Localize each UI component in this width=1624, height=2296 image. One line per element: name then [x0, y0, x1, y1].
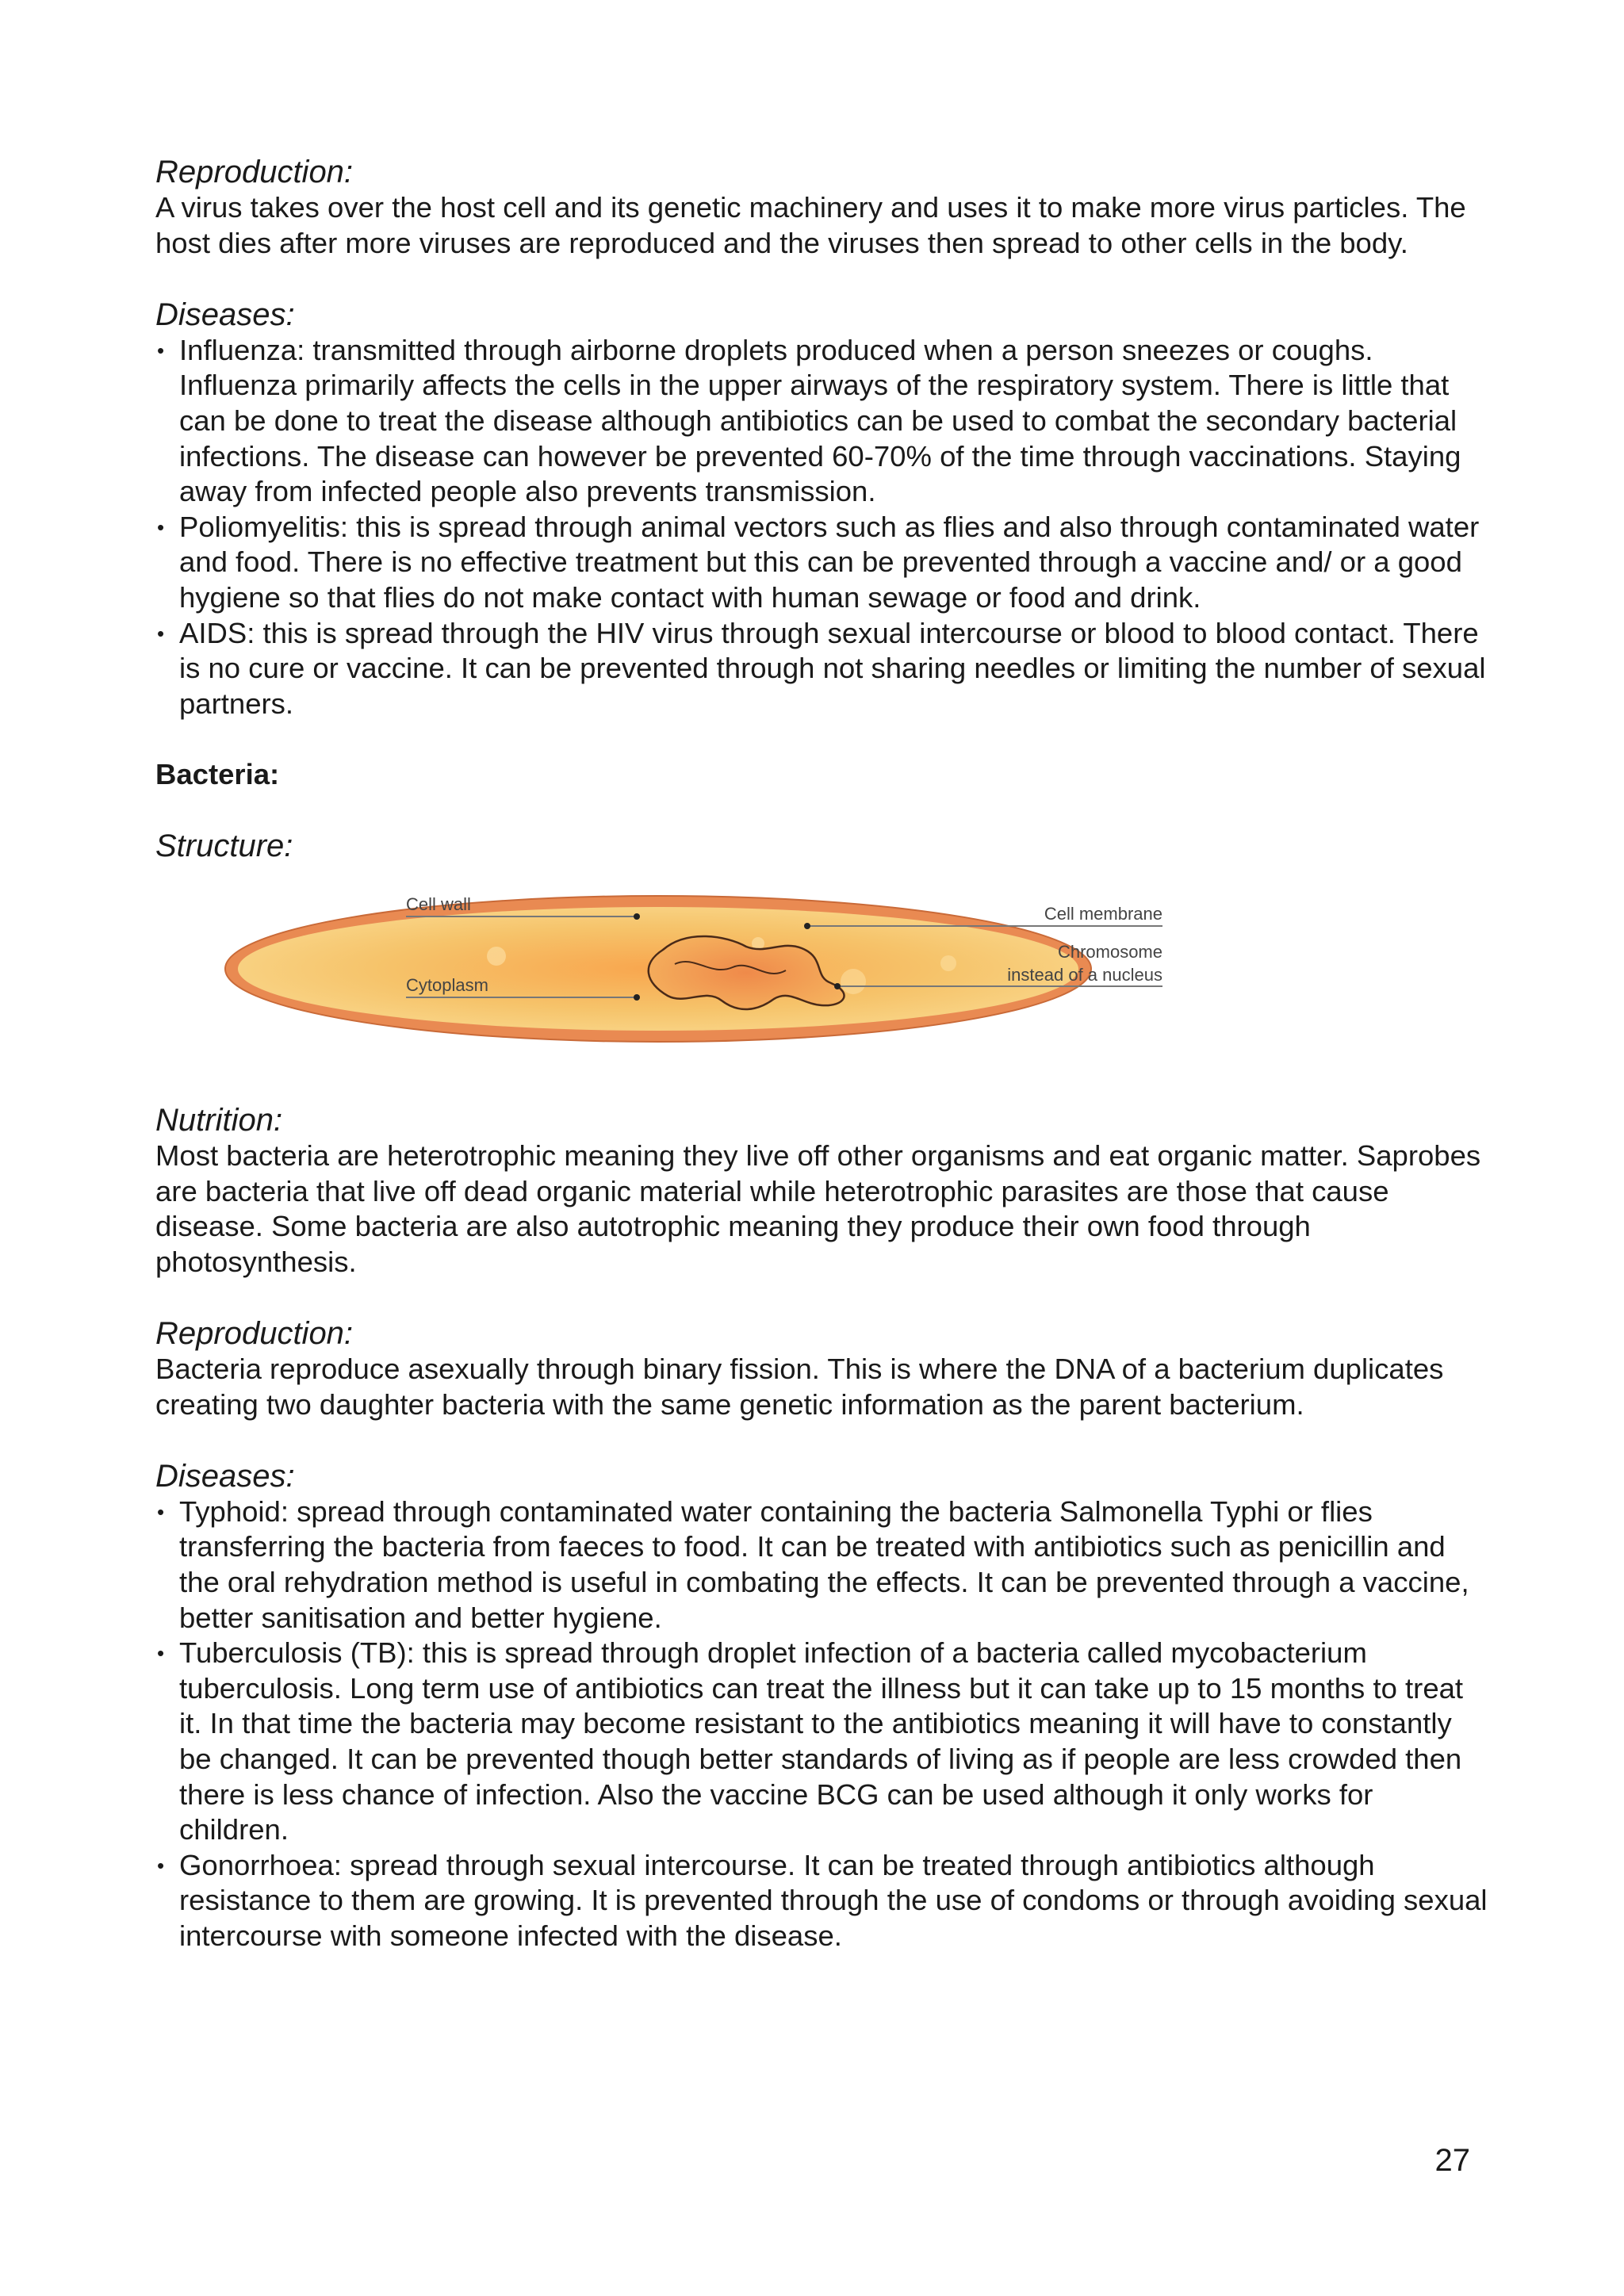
bacteria-heading: Bacteria:	[155, 757, 280, 790]
bacteria-structure-heading: Structure:	[155, 828, 293, 864]
bacterium-diagram	[155, 888, 1488, 1078]
virus-reproduction-section	[155, 154, 1488, 261]
cytoplasm-dot	[634, 994, 640, 1001]
bacteria-nutrition-section	[155, 1102, 1488, 1280]
cell-membrane-dot	[804, 923, 810, 929]
cell-wall-label: Cell wall	[406, 894, 471, 915]
virus-diseases-heading: Diseases:	[155, 297, 295, 332]
cytoplasm-highlight	[487, 947, 506, 966]
virus-reproduction-heading: Reproduction:	[155, 155, 354, 189]
bacteria-nutrition-text: Most bacteria are heterotrophic meaning they live off other organisms and eat organic matter. Saprobes are bacteria that live off dead organic material while heterotrophic parasites are those that cause disease. Some bacteria are also autotrophic meaning they produce their own food through photosynthesis.	[155, 1139, 1481, 1278]
bacteria-reproduction-section	[155, 1315, 1488, 1422]
list-item: • AIDS: this is spread through the HIV virus through sexual intercourse or blood to blood contact. There is no cure or vaccine. It can be prevented through not sharing needles or limiting the number of sexual partners.	[155, 616, 1488, 722]
bacteria-diseases-list	[155, 1494, 1488, 1954]
page-content	[155, 154, 1488, 1954]
page-number: 27	[1434, 2143, 1470, 2178]
bacteria-nutrition-heading: Nutrition:	[155, 1103, 283, 1138]
chromosome-label-line2: instead of a nucleus	[1007, 965, 1162, 985]
list-item: • Gonorrhoea: spread through sexual intercourse. It can be treated through antibiotics although resistance to them are growing. It is prevented through the use of condoms or through avoiding sexual intercourse with someone infected with the disease.	[155, 1848, 1488, 1954]
cytoplasm-highlight	[940, 955, 956, 971]
bacterium-svg	[155, 888, 1488, 1078]
list-item: • Poliomyelitis: this is spread through animal vectors such as flies and also through contaminated water and food. There is no effective treatment but this can be prevented through a vaccine and/ or a good hygiene so that flies do not make contact with human sewage or food and drink.	[155, 510, 1488, 616]
list-item: • Influenza: transmitted through airborne droplets produced when a person sneezes or coughs. Influenza primarily affects the cells in the upper airways of the respiratory system. There is little that can be done to treat the disease although antibiotics can be used to combat the secondary bacterial infections. The disease can however be prevented 60-70% of the time through vaccinations. Staying away from infected people also prevents transmission.	[155, 333, 1488, 510]
cytoplasm-label: Cytoplasm	[406, 975, 488, 996]
bacteria-diseases-section	[155, 1458, 1488, 1954]
bacteria-diseases-heading: Diseases:	[155, 1458, 295, 1494]
chromosome-label: Chromosome	[1057, 942, 1162, 962]
virus-diseases-section	[155, 297, 1488, 722]
list-item: • Typhoid: spread through contaminated water containing the bacteria Salmonella Typhi or flies transferring the bacteria from faeces to food. It can be treated with antibiotics such as penicillin and the oral rehydration method is useful in combating the effects. It can be prevented through a vaccine, better sanitisation and better hygiene.	[155, 1494, 1488, 1636]
virus-reproduction-text: A virus takes over the host cell and its genetic machinery and uses it to make more virus particles. The host dies after more viruses are reproduced and the viruses then spread to other cells in the body.	[155, 191, 1466, 259]
bacteria-reproduction-heading: Reproduction:	[155, 1316, 354, 1352]
cytoplasm-highlight	[841, 969, 866, 994]
list-item: • Tuberculosis (TB): this is spread through droplet infection of a bacteria called mycobacterium tuberculosis. Long term use of antibiotics can treat the illness but it can take up to 15 months to treat it. In that time the bacteria may become resistant to the antibiotics meaning it will have to constantly be changed. It can be prevented though better standards of living as if people are less crowded then there is less chance of infection. Also the vaccine BCG can be used although it only works for children.	[155, 1636, 1488, 1848]
virus-diseases-list	[155, 333, 1488, 722]
cell-membrane-label: Cell membrane	[1044, 904, 1162, 924]
bacteria-reproduction-text: Bacteria reproduce asexually through binary fission. This is where the DNA of a bacterium duplicates creating two daughter bacteria with the same genetic information as the parent bacterium.	[155, 1353, 1444, 1421]
chromosome-dot	[834, 983, 841, 989]
cell-wall-dot	[634, 913, 640, 920]
